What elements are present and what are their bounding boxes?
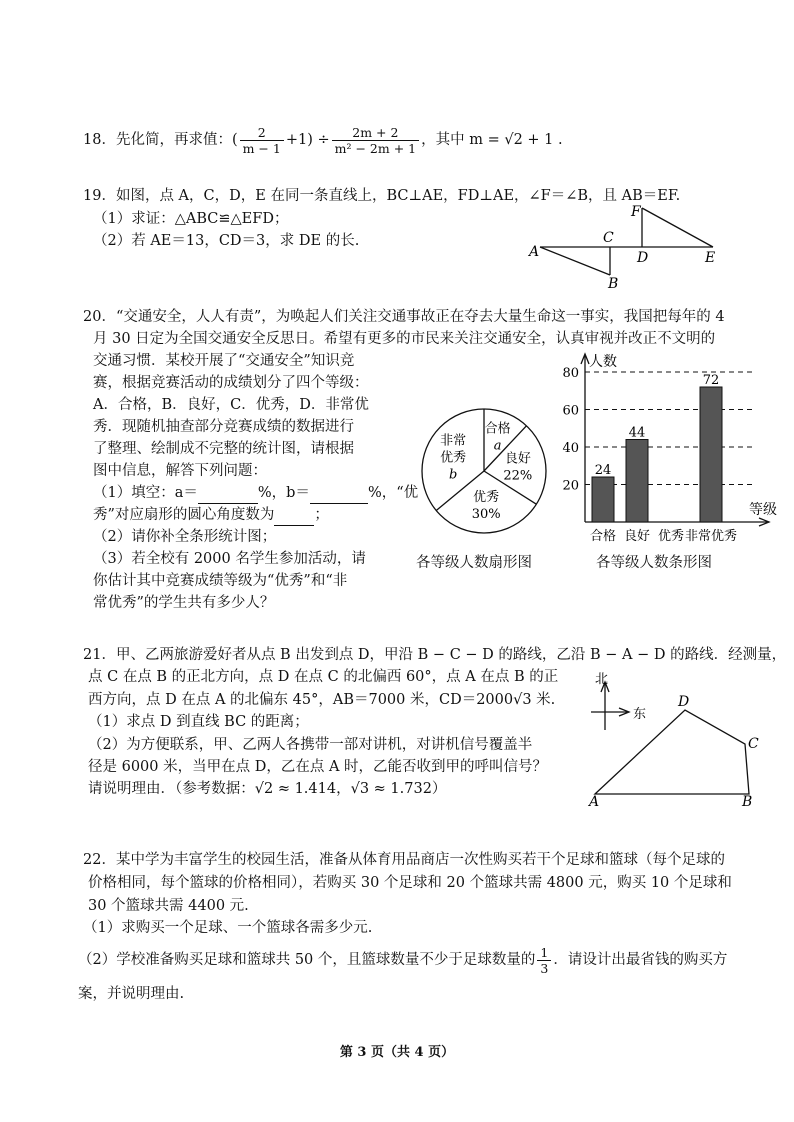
q22-frac-num: 1	[537, 945, 551, 961]
pie-label-良好-2: 22%	[503, 468, 533, 484]
pie-label-非常优秀-2: 优秀	[440, 450, 467, 466]
bar-category-label-良好: 良好	[623, 529, 651, 544]
q20-bar-chart	[555, 350, 790, 550]
q20-fill2-a: 秀”对应扇形的圆心角度数为	[93, 507, 275, 523]
q19-triangle-figure	[525, 200, 725, 295]
q20-part3-line-3: 常优秀”的学生共有多少人？	[93, 595, 275, 611]
q20-pie-caption: 各等级人数扇形图	[416, 555, 532, 571]
bar-ytick-80: 80	[562, 366, 579, 381]
bar-合格	[592, 477, 614, 522]
q21-route-figure	[585, 668, 770, 813]
q19-seg-FE	[642, 208, 713, 247]
q22-line2: 价格相同，每个篮球的价格相同），若购买 30 个足球和 20 个篮球共需 4800 元，购买 10 个足球和	[88, 875, 732, 891]
bar-ylabel: 人数	[589, 354, 617, 370]
q21-line4: （1）求点 D 到直线 BC 的距离；	[88, 714, 309, 730]
q20-fill2-b: ；	[314, 507, 329, 523]
q21-line6: 径是 6000 米，当甲在点 D，乙在点 A 时，乙能否收到甲的呼叫信号？	[88, 759, 548, 775]
q19-part2: （2）若 AE＝13，CD＝3，求 DE 的长.	[93, 233, 360, 249]
q20-left-line-6: 图中信息，解答下列问题：	[93, 463, 267, 479]
q22-part2-b: ．请设计出最省钱的购买方	[553, 952, 728, 968]
q21-line1: 21．甲、乙两旅游爱好者从点 B 出发到点 D，甲沿 B − C − D 的路线，乙沿 B − A − D 的路线．经测量，	[83, 647, 787, 663]
q21-label-C: C	[748, 736, 759, 752]
q22-fraction	[537, 945, 551, 976]
q18-mid: +1) ÷	[285, 132, 330, 148]
bar-category-label-合格: 合格	[589, 529, 617, 544]
q20-pie-chart	[418, 405, 550, 537]
q21-compass-north: 北	[595, 672, 609, 687]
q20-blank-a[interactable]	[198, 483, 258, 504]
bar-良好	[626, 440, 648, 523]
bar-非常优秀	[700, 387, 722, 522]
q19-label-C: C	[603, 230, 614, 246]
q20-left-line-2: 赛，根据竞赛活动的成绩划分了四个等级：	[93, 375, 369, 391]
q20-part3-line-2: 你估计其中竞赛成绩等级为“优秀”和“非	[93, 573, 348, 589]
q20-fill1-c: %，“优	[367, 485, 419, 501]
pie-label-优秀-2: 30%	[471, 507, 501, 523]
q20-left-line-3: A．合格，B．良好，C．优秀，D．非常优	[93, 397, 369, 413]
q21-label-D: D	[678, 694, 690, 710]
q20-line1: 20．“交通安全，人人有责”，为唤起人们关注交通事故正在夺去大量生命这一事实，我国把每年的 4	[83, 309, 725, 325]
q18-frac2-num: 2m + 2	[332, 125, 419, 141]
q18-frac1-num: 2	[240, 125, 284, 141]
q19-label-D: D	[637, 250, 649, 266]
q21-label-B: B	[742, 794, 753, 810]
q20-part2: （2）请你补全条形统计图；	[93, 529, 277, 545]
q19-part1: （1）求证：△ABC≌△EFD；	[93, 211, 289, 227]
q19-stem: 19．如图，点 A，C，D，E 在同一条直线上，BC⊥AE，FD⊥AE，∠F＝∠B，且 AB＝EF.	[83, 188, 681, 204]
q22-line3: 30 个篮球共需 4400 元.	[88, 898, 249, 914]
q20-fill1-a: （1）填空：a＝	[93, 485, 198, 501]
bar-ytick-20: 20	[562, 478, 579, 494]
bar-value-label-非常优秀: 72	[702, 373, 720, 388]
q20-bar-caption: 各等级人数条形图	[596, 555, 712, 571]
q22-frac-den: 3	[540, 960, 549, 976]
q21-compass-east: 东	[633, 707, 647, 722]
q20-left-line-5: 了整理、绘制成不完整的统计图，请根据	[93, 441, 354, 457]
pie-label-非常优秀-1: 非常	[440, 433, 467, 449]
pie-label-优秀-1: 优秀	[473, 490, 500, 506]
q20-fill1-b: %，b＝	[257, 485, 310, 501]
q18-fraction-1	[240, 125, 284, 156]
q18-fraction-2	[332, 125, 419, 156]
pie-label-合格-2: a	[493, 438, 502, 454]
bar-value-label-合格: 24	[594, 463, 612, 478]
bar-category-label-优秀: 优秀	[657, 529, 685, 544]
bar-category-label-非常优秀: 非常优秀	[684, 529, 738, 544]
bar-ytick-60: 60	[562, 403, 579, 419]
q22-part2-cont: 案，并说明理由.	[78, 986, 185, 1002]
q21-label-A: A	[589, 794, 600, 810]
q19-label-E: E	[705, 250, 716, 266]
q22-part2	[78, 942, 727, 978]
q21-quadrilateral-ABCD	[595, 710, 749, 794]
q21-line3: 西方向，点 D 在点 A 的北偏东 45°，AB＝7000 米，CD＝2000√3 米.	[88, 692, 556, 708]
q20-left-line-4: 秀．现随机抽查部分竞赛成绩的数据进行	[93, 419, 354, 435]
q20-left-line-1: 交通习惯．某校开展了“交通安全”知识竞	[93, 353, 355, 369]
q19-label-A: A	[529, 244, 540, 260]
q20-part3-line-1: （3）若全校有 2000 名学生参加活动，请	[93, 551, 366, 567]
pie-label-合格-1: 合格	[484, 421, 511, 437]
q18-text	[83, 120, 563, 160]
q22-part2-a: （2）学校准备购买足球和篮球共 50 个，且篮球数量不少于足球数量的	[78, 952, 536, 968]
q21-line2: 点 C 在点 B 的正北方向，点 D 在点 C 的北偏西 60°，点 A 在点 B 的正	[88, 669, 559, 685]
q18-frac1-den: m − 1	[242, 140, 281, 156]
q20-fill-line-2	[93, 505, 329, 526]
bar-ytick-40: 40	[562, 441, 579, 456]
q18-suffix: ，其中 m = √2 + 1 .	[421, 132, 563, 148]
pie-label-良好-1: 良好	[504, 451, 531, 467]
q19-label-F: F	[631, 204, 641, 220]
bar-value-label-良好: 44	[628, 425, 646, 441]
q22-part1: （1）求购买一个足球、一个篮球各需多少元.	[83, 920, 373, 936]
q19-seg-AB	[540, 247, 610, 275]
q20-blank-b[interactable]	[310, 483, 368, 504]
bar-xlabel: 等级	[749, 502, 777, 518]
pie-label-非常优秀-3: b	[448, 467, 458, 483]
q20-blank-angle[interactable]	[274, 505, 314, 526]
q18-frac2-den: m² − 2m + 1	[334, 140, 417, 156]
q21-line7: 请说明理由．（参考数据：√2 ≈ 1.414，√3 ≈ 1.732）	[88, 781, 447, 797]
q19-label-B: B	[608, 276, 619, 292]
q18-prefix: 18．先化简，再求值：(	[83, 132, 238, 148]
q21-line5: （2）为方便联系，甲、乙两人各携带一部对讲机，对讲机信号覆盖半	[88, 737, 533, 753]
page-footer: 第 3 页（共 4 页）	[339, 1045, 455, 1060]
q20-line2: 月 30 日定为全国交通安全反思日。希望有更多的市民来关注交通安全，认真审视并改正不文明的	[93, 331, 716, 347]
q22-line1: 22．某中学为丰富学生的校园生活，准备从体育用品商店一次性购买若干个足球和篮球（每个足球的	[83, 852, 725, 868]
q20-fill-line-1	[93, 483, 418, 504]
